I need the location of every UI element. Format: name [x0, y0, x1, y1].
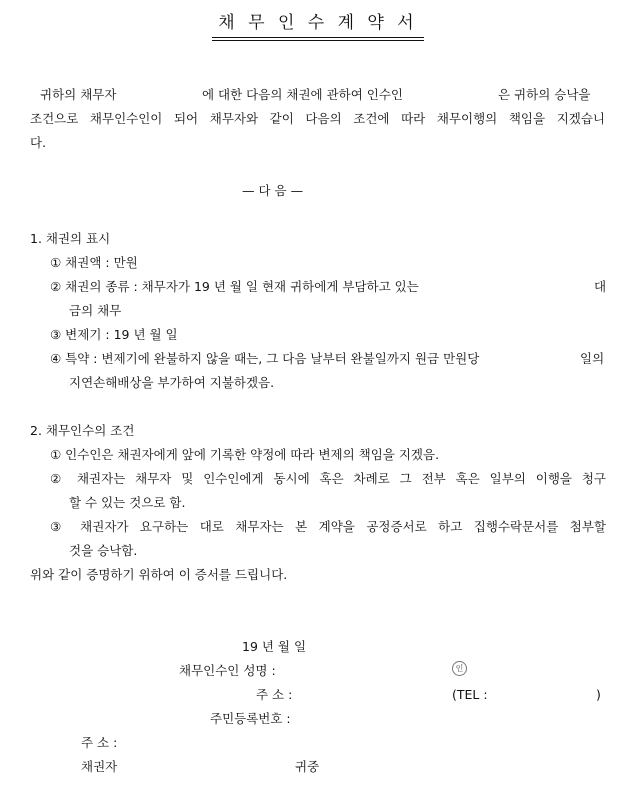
- section2-title: 2. 채무인수의 조건: [30, 423, 135, 438]
- intro-line2: 조건으로 채무인수인이 되어 채무자와 같이 다음의 조건에 따라 채무이행의 책임을 지겠습니: [30, 111, 605, 126]
- intro-line1-a: 귀하의 채무자: [40, 87, 117, 102]
- obligor-name-label: 채무인수인 성명 :: [179, 663, 276, 678]
- section1-title: 1. 채권의 표시: [30, 231, 111, 246]
- intro-line1-c: 은 귀하의 승낙을: [498, 87, 591, 102]
- title-underline-1: [212, 37, 424, 38]
- section1-item3: ③ 변제기 : 19 년 월 일: [50, 327, 178, 342]
- seal-mark: 인: [452, 661, 467, 676]
- closing-statement: 위와 같이 증명하기 위하여 이 증서를 드립니다.: [30, 567, 288, 582]
- section2-item2-a: ② 채권자는 채무자 및 인수인에게 동시에 혹은 차례로 그 전부 혹은 일부의 이행을 청구: [50, 471, 606, 486]
- creditor-honorific: 귀중: [295, 759, 320, 774]
- section1-item4-c: 지연손해배상을 부가하여 지불하겠음.: [69, 375, 275, 390]
- tel-label: (TEL :: [452, 687, 488, 702]
- obligor-address-label: 주 소 :: [256, 687, 293, 702]
- section1-item2-c: 금의 채무: [69, 303, 122, 318]
- page-title: 채 무 인 수 계 약 서: [218, 13, 418, 33]
- section1-item4-a: ④ 특약 : 변제기에 완불하지 않을 때는, 그 다음 날부터 완불일까지 원금 만원당: [50, 351, 480, 366]
- section2-item3-b: 것을 승낙함.: [69, 543, 138, 558]
- intro-line3: 다.: [30, 135, 47, 150]
- section1-item4-b: 일의: [580, 351, 605, 366]
- title-underline-2: [212, 40, 424, 41]
- creditor-address-label: 주 소 :: [81, 735, 118, 750]
- tel-close: ): [596, 687, 601, 702]
- section2-item3-a: ③ 채권자가 요구하는 대로 채무자는 본 계약을 공정증서로 하고 집행수락문서를 첨부할: [50, 519, 606, 534]
- signature-date: 19 년 월 일: [242, 639, 307, 654]
- rrn-label: 주민등록번호 :: [210, 711, 291, 726]
- creditor-label: 채권자: [81, 759, 118, 774]
- section1-item2-b: 대: [594, 279, 607, 294]
- intro-line1-b: 에 대한 다음의 채권에 관하여 인수인: [202, 87, 403, 102]
- section2-item1: ① 인수인은 채권자에게 앞에 기록한 약정에 따라 변제의 책임을 지겠음.: [50, 447, 440, 462]
- section1-item2-a: ② 채권의 종류 : 채무자가 19 년 월 일 현재 귀하에게 부담하고 있는: [50, 279, 419, 294]
- section2-item2-b: 할 수 있는 것으로 함.: [69, 495, 186, 510]
- section-heading: — 다 음 —: [242, 183, 304, 198]
- section1-item1: ① 채권액 : 만원: [50, 255, 138, 270]
